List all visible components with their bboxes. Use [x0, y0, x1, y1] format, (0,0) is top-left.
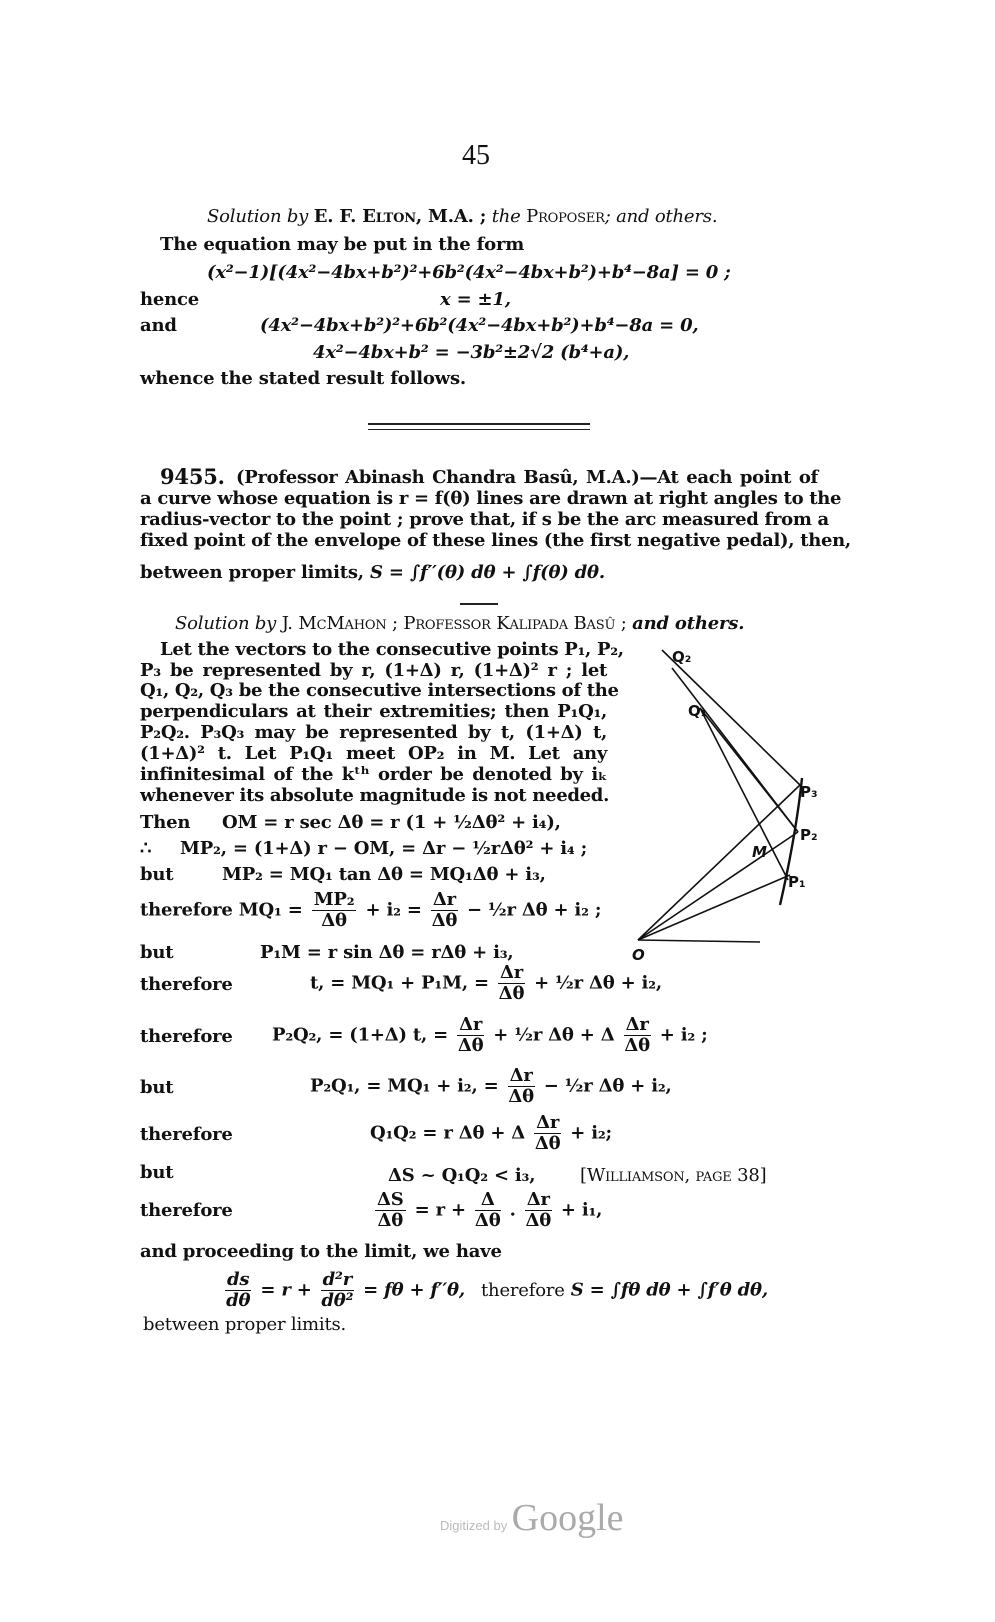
attr-text: and others.	[632, 613, 745, 634]
numerator: Δ	[475, 1190, 501, 1211]
line-q1p1	[700, 708, 788, 880]
eq-part: − ½r Δθ + i₂,	[543, 1075, 672, 1097]
label: ∴	[140, 838, 152, 859]
equation: (4x²−4bx+b²)²+6b²(4x²−4bx+b²)+b⁴−8a = 0,	[260, 315, 699, 336]
label-q2: Q₂	[672, 648, 692, 666]
question-line: radius-vector to the point ; prove that, if s be the arc measured from a	[140, 509, 829, 530]
label-m: M	[752, 843, 767, 861]
eq-part: − ½r Δθ + i₂ ;	[466, 899, 602, 921]
attr-text: Solution by	[207, 206, 309, 227]
denominator: Δθ	[534, 1133, 561, 1154]
solution-line: Q₁, Q₂, Q₃ be the consecutive intersections of the	[140, 680, 619, 701]
eq-part: + i₂;	[570, 1122, 612, 1144]
eq-part: + i₁,	[560, 1199, 603, 1221]
numerator: Δr	[499, 962, 523, 983]
label: therefore	[140, 899, 233, 921]
attr-text: Solution by	[175, 613, 277, 634]
author-name: E. F. Elton, M.A. ;	[313, 206, 487, 227]
solution-line: (1+Δ)² t. Let P₁Q₁ meet OP₂ in M. Let any	[140, 743, 607, 764]
eq-part: + i₂ =	[365, 899, 422, 921]
solution-line: infinitesimal of the kᵗʰ order be denoted by iₖ	[140, 764, 607, 785]
eq-part: = r +	[260, 1279, 312, 1301]
eq-part: = fθ + f′′θ,	[363, 1279, 465, 1301]
label: therefore	[140, 974, 233, 995]
numerator: MP₂	[313, 889, 355, 910]
eq-part: Q₁Q₂ = r Δθ + Δ	[370, 1122, 526, 1144]
label: but	[140, 1077, 174, 1098]
google-logo: Google	[511, 1497, 624, 1539]
eq-part: .	[509, 1199, 516, 1221]
denominator: dθ	[226, 1290, 251, 1311]
numerator: d²r	[322, 1269, 353, 1290]
label-p1: P₁	[788, 873, 806, 891]
numerator: ΔS	[377, 1189, 404, 1210]
numerator: ds	[227, 1269, 250, 1290]
text-line: and proceeding to the limit, we have	[140, 1241, 502, 1262]
equation: S = ∫f′′(θ) dθ + ∫f(θ) dθ.	[370, 562, 605, 583]
numerator: Δr	[536, 1112, 560, 1133]
label-p2: P₂	[800, 826, 818, 844]
watermark-small: Digitized by	[440, 1518, 508, 1533]
solution-line: Let the vectors to the consecutive points P₁, P₂,	[160, 639, 624, 660]
radius-op3	[638, 785, 800, 940]
label: therefore	[140, 1124, 233, 1145]
eq-part: P₂Q₂, = (1+Δ) t, =	[272, 1024, 449, 1046]
solution-line: perpendiculars at their extremities; then P₁Q₁,	[140, 701, 607, 722]
eq-part: therefore	[481, 1279, 565, 1301]
line-q2p3	[662, 650, 800, 785]
label-p3: P₃	[800, 783, 818, 801]
attr-text: the	[491, 206, 521, 227]
label: but	[140, 1162, 174, 1183]
label: but	[140, 864, 174, 885]
line-q2p2	[672, 668, 798, 832]
eq-part: P₂Q₁, = MQ₁ + i₂, =	[310, 1075, 499, 1097]
denominator: Δθ	[474, 1210, 501, 1231]
label: Then	[140, 812, 191, 833]
baseline-line	[638, 940, 760, 942]
numerator: Δr	[509, 1065, 533, 1086]
equation: OM = r sec Δθ = r (1 + ½Δθ² + i₄),	[222, 812, 561, 833]
label-o: O	[632, 946, 645, 964]
label: but	[140, 942, 174, 963]
question-line: fixed point of the envelope of these lines (the first negative pedal), then,	[140, 530, 851, 551]
equation: 4x²−4bx+b² = −3b²±2√2 (b⁴+a),	[313, 342, 630, 363]
radius-op1	[638, 875, 790, 940]
author-name: Proposer	[526, 206, 605, 227]
denominator: Δθ	[525, 1210, 552, 1231]
reference: [Williamson, page 38]	[580, 1165, 767, 1186]
eq-part: = r +	[414, 1199, 466, 1221]
denominator: Δθ	[431, 910, 458, 931]
solution-line: P₂Q₂. P₃Q₃ may be represented by t, (1+Δ) t,	[140, 722, 607, 743]
attr-text: ; and others.	[604, 206, 718, 227]
eq-part: t, = MQ₁ + P₁M, =	[310, 972, 489, 994]
eq-part: S = ∫fθ dθ + ∫f′θ dθ,	[570, 1279, 768, 1301]
eq-part: + ½r Δθ + Δ	[493, 1024, 615, 1046]
label-q1: Q₁	[688, 702, 708, 720]
text-line: between proper limits.	[143, 1314, 347, 1335]
denominator: Δθ	[508, 1086, 534, 1107]
label: therefore	[140, 1026, 233, 1047]
numerator: Δr	[625, 1014, 649, 1035]
page-number: 45	[462, 140, 490, 171]
text-line: whence the stated result follows.	[140, 368, 466, 389]
numerator: Δr	[459, 1014, 483, 1035]
label-and: and	[140, 315, 177, 336]
equation: MP₂ = MQ₁ tan Δθ = MQ₁Δθ + i₃,	[222, 864, 546, 885]
denominator: Δθ	[321, 910, 347, 931]
eq-part: + i₂ ;	[659, 1024, 708, 1046]
denominator: Δθ	[377, 1210, 404, 1231]
label: therefore	[140, 1200, 233, 1221]
author-name: J. McMahon ; Professor Kalipada Basû ;	[281, 613, 627, 634]
question-line: between proper limits,	[140, 562, 364, 583]
denominator: Δθ	[624, 1035, 650, 1056]
equation: x = ±1,	[440, 289, 511, 310]
solution-line: P₃ be represented by r, (1+Δ) r, (1+Δ)² r ; let	[140, 660, 607, 681]
solution-line: whenever its absolute magnitude is not needed.	[140, 785, 610, 806]
eq-part: MQ₁ =	[238, 899, 303, 921]
denominator: dθ²	[321, 1290, 354, 1311]
text-line: The equation may be put in the form	[160, 234, 525, 255]
numerator: Δr	[432, 889, 456, 910]
denominator: Δθ	[498, 983, 525, 1004]
eq-part: + ½r Δθ + i₂,	[534, 972, 662, 994]
question-line: a curve whose equation is r = f(θ) lines are drawn at right angles to the	[140, 488, 842, 509]
equation: ΔS ~ Q₁Q₂ < i₃,	[388, 1165, 536, 1186]
digitized-by-google-watermark	[440, 1496, 624, 1540]
numerator: Δr	[526, 1189, 550, 1210]
question-line: (Professor Abinash Chandra Basû, M.A.)—At each point of	[236, 467, 818, 488]
radius-op2	[638, 832, 798, 940]
equation: MP₂, = (1+Δ) r − OM, = Δr − ½rΔθ² + i₄ ;	[180, 838, 588, 859]
label-hence: hence	[140, 289, 200, 310]
denominator: Δθ	[457, 1035, 484, 1056]
question-number: 9455.	[160, 464, 225, 489]
equation: (x²−1)[(4x²−4bx+b²)²+6b²(4x²−4bx+b²)+b⁴−8a] = 0 ;	[207, 262, 731, 283]
equation: P₁M = r sin Δθ = rΔθ + i₃,	[260, 942, 514, 963]
